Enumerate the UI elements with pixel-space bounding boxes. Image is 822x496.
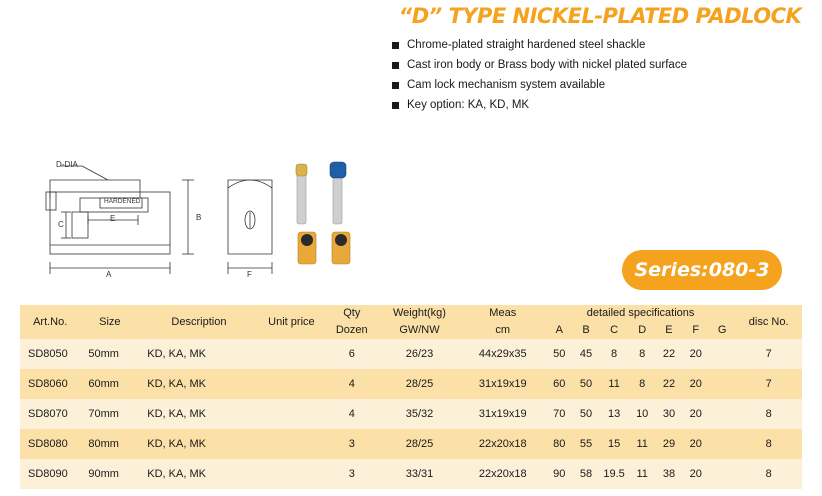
cell-e: 29 <box>656 429 683 459</box>
col-header-disc-no: disc No. <box>735 305 802 339</box>
cell-disc-no: 8 <box>735 459 802 489</box>
col-header-e: E <box>656 321 683 339</box>
list-item <box>392 98 812 113</box>
square-bullet-icon <box>392 42 399 49</box>
specifications-table <box>20 305 802 489</box>
col-header-f: F <box>682 321 709 339</box>
cell-c: 11 <box>599 369 628 399</box>
cell-meas: 22x20x18 <box>460 429 546 459</box>
feature-text: Cam lock mechanism system available <box>407 79 606 91</box>
square-bullet-icon <box>392 62 399 69</box>
cell-size: 80mm <box>80 429 139 459</box>
cell-f: 20 <box>682 399 709 429</box>
cell-g <box>709 369 735 399</box>
cell-size: 60mm <box>80 369 139 399</box>
list-item <box>392 38 812 53</box>
cell-f: 20 <box>682 459 709 489</box>
cell-b: 50 <box>573 399 600 429</box>
cell-qty: 3 <box>324 459 379 489</box>
col-header-weight-unit: GW/NW <box>379 321 459 339</box>
cell-f: 20 <box>682 339 709 369</box>
cell-disc-no: 8 <box>735 399 802 429</box>
cell-c: 19.5 <box>599 459 628 489</box>
technical-drawing <box>20 150 370 285</box>
col-header-meas-unit: cm <box>460 321 546 339</box>
cell-a: 80 <box>546 429 573 459</box>
cell-a: 90 <box>546 459 573 489</box>
cell-e: 30 <box>656 399 683 429</box>
cell-meas: 44x29x35 <box>460 339 546 369</box>
key-illustration <box>296 162 350 264</box>
cell-d: 8 <box>629 369 656 399</box>
cell-description: KD, KA, MK <box>139 429 258 459</box>
label-d-dia: D-DIA <box>56 160 78 169</box>
table-row[interactable] <box>20 459 802 489</box>
label-b: B <box>196 213 202 222</box>
cell-g <box>709 339 735 369</box>
cell-weight: 28/25 <box>379 369 459 399</box>
cell-unit-price <box>259 459 325 489</box>
col-header-art-no: Art.No. <box>20 305 80 339</box>
square-bullet-icon <box>392 102 399 109</box>
table-header <box>20 305 802 339</box>
cell-c: 15 <box>599 429 628 459</box>
cell-g <box>709 429 735 459</box>
cell-b: 58 <box>573 459 600 489</box>
cell-qty: 3 <box>324 429 379 459</box>
cell-unit-price <box>259 369 325 399</box>
feature-text: Key option: KA, KD, MK <box>407 99 530 111</box>
col-header-qty: Qty <box>324 305 379 321</box>
col-header-d: D <box>629 321 656 339</box>
cell-art-no: SD8070 <box>20 399 80 429</box>
cell-unit-price <box>259 339 325 369</box>
cell-d: 10 <box>629 399 656 429</box>
cell-e: 38 <box>656 459 683 489</box>
table-body <box>20 339 802 489</box>
cell-b: 50 <box>573 369 600 399</box>
col-header-weight: Weight(kg) <box>379 305 459 321</box>
col-header-detailed-specifications: detailed specifications <box>546 305 735 321</box>
cell-a: 50 <box>546 339 573 369</box>
label-a: A <box>106 270 112 279</box>
cell-unit-price <box>259 399 325 429</box>
col-header-g: G <box>709 321 735 339</box>
cell-description: KD, KA, MK <box>139 369 258 399</box>
cell-meas: 31x19x19 <box>460 369 546 399</box>
status-badge: Series:080-3 <box>622 250 782 290</box>
col-header-description: Description <box>139 305 258 339</box>
cell-b: 55 <box>573 429 600 459</box>
cell-size: 50mm <box>80 339 139 369</box>
cell-art-no: SD8050 <box>20 339 80 369</box>
col-header-meas: Meas <box>460 305 546 321</box>
list-item <box>392 58 812 73</box>
cell-qty: 4 <box>324 369 379 399</box>
cell-disc-no: 7 <box>735 369 802 399</box>
table-row[interactable] <box>20 369 802 399</box>
cell-unit-price <box>259 429 325 459</box>
cell-d: 11 <box>629 459 656 489</box>
label-f: F <box>247 270 252 279</box>
cell-meas: 22x20x18 <box>460 459 546 489</box>
cell-g <box>709 459 735 489</box>
label-e: E <box>110 214 116 223</box>
col-header-b: B <box>573 321 600 339</box>
cell-c: 13 <box>599 399 628 429</box>
padlock-dimension-diagram <box>20 150 370 285</box>
cell-qty: 4 <box>324 399 379 429</box>
label-hardened: HARDENED <box>104 198 141 205</box>
table <box>20 305 802 489</box>
cell-c: 8 <box>599 339 628 369</box>
cell-description: KD, KA, MK <box>139 399 258 429</box>
col-header-unit-price: Unit price <box>259 305 325 339</box>
table-row[interactable] <box>20 399 802 429</box>
cell-disc-no: 7 <box>735 339 802 369</box>
cell-d: 8 <box>629 339 656 369</box>
square-bullet-icon <box>392 82 399 89</box>
feature-text: Cast iron body or Brass body with nickel plated surface <box>407 59 687 71</box>
cell-weight: 26/23 <box>379 339 459 369</box>
cell-f: 20 <box>682 429 709 459</box>
col-header-a: A <box>546 321 573 339</box>
cell-size: 90mm <box>80 459 139 489</box>
cell-weight: 28/25 <box>379 429 459 459</box>
table-header-row <box>20 305 802 321</box>
cell-e: 22 <box>656 339 683 369</box>
cell-art-no: SD8060 <box>20 369 80 399</box>
cell-weight: 35/32 <box>379 399 459 429</box>
page-title: “D” TYPE NICKEL-PLATED PADLOCK <box>398 4 802 28</box>
cell-g <box>709 399 735 429</box>
cell-size: 70mm <box>80 399 139 429</box>
table-row[interactable] <box>20 339 802 369</box>
cell-f: 20 <box>682 369 709 399</box>
cell-qty: 6 <box>324 339 379 369</box>
cell-description: KD, KA, MK <box>139 339 258 369</box>
cell-weight: 33/31 <box>379 459 459 489</box>
col-header-size: Size <box>80 305 139 339</box>
feature-text: Chrome-plated straight hardened steel shackle <box>407 39 646 51</box>
col-header-c: C <box>599 321 628 339</box>
cell-art-no: SD8080 <box>20 429 80 459</box>
cell-description: KD, KA, MK <box>139 459 258 489</box>
col-header-qty-unit: Dozen <box>324 321 379 339</box>
cell-a: 60 <box>546 369 573 399</box>
label-c: C <box>58 220 64 229</box>
cell-art-no: SD8090 <box>20 459 80 489</box>
list-item <box>392 78 812 93</box>
table-row[interactable] <box>20 429 802 459</box>
cell-d: 11 <box>629 429 656 459</box>
cell-a: 70 <box>546 399 573 429</box>
cell-meas: 31x19x19 <box>460 399 546 429</box>
cell-disc-no: 8 <box>735 429 802 459</box>
feature-list <box>392 38 812 118</box>
cell-e: 22 <box>656 369 683 399</box>
cell-b: 45 <box>573 339 600 369</box>
